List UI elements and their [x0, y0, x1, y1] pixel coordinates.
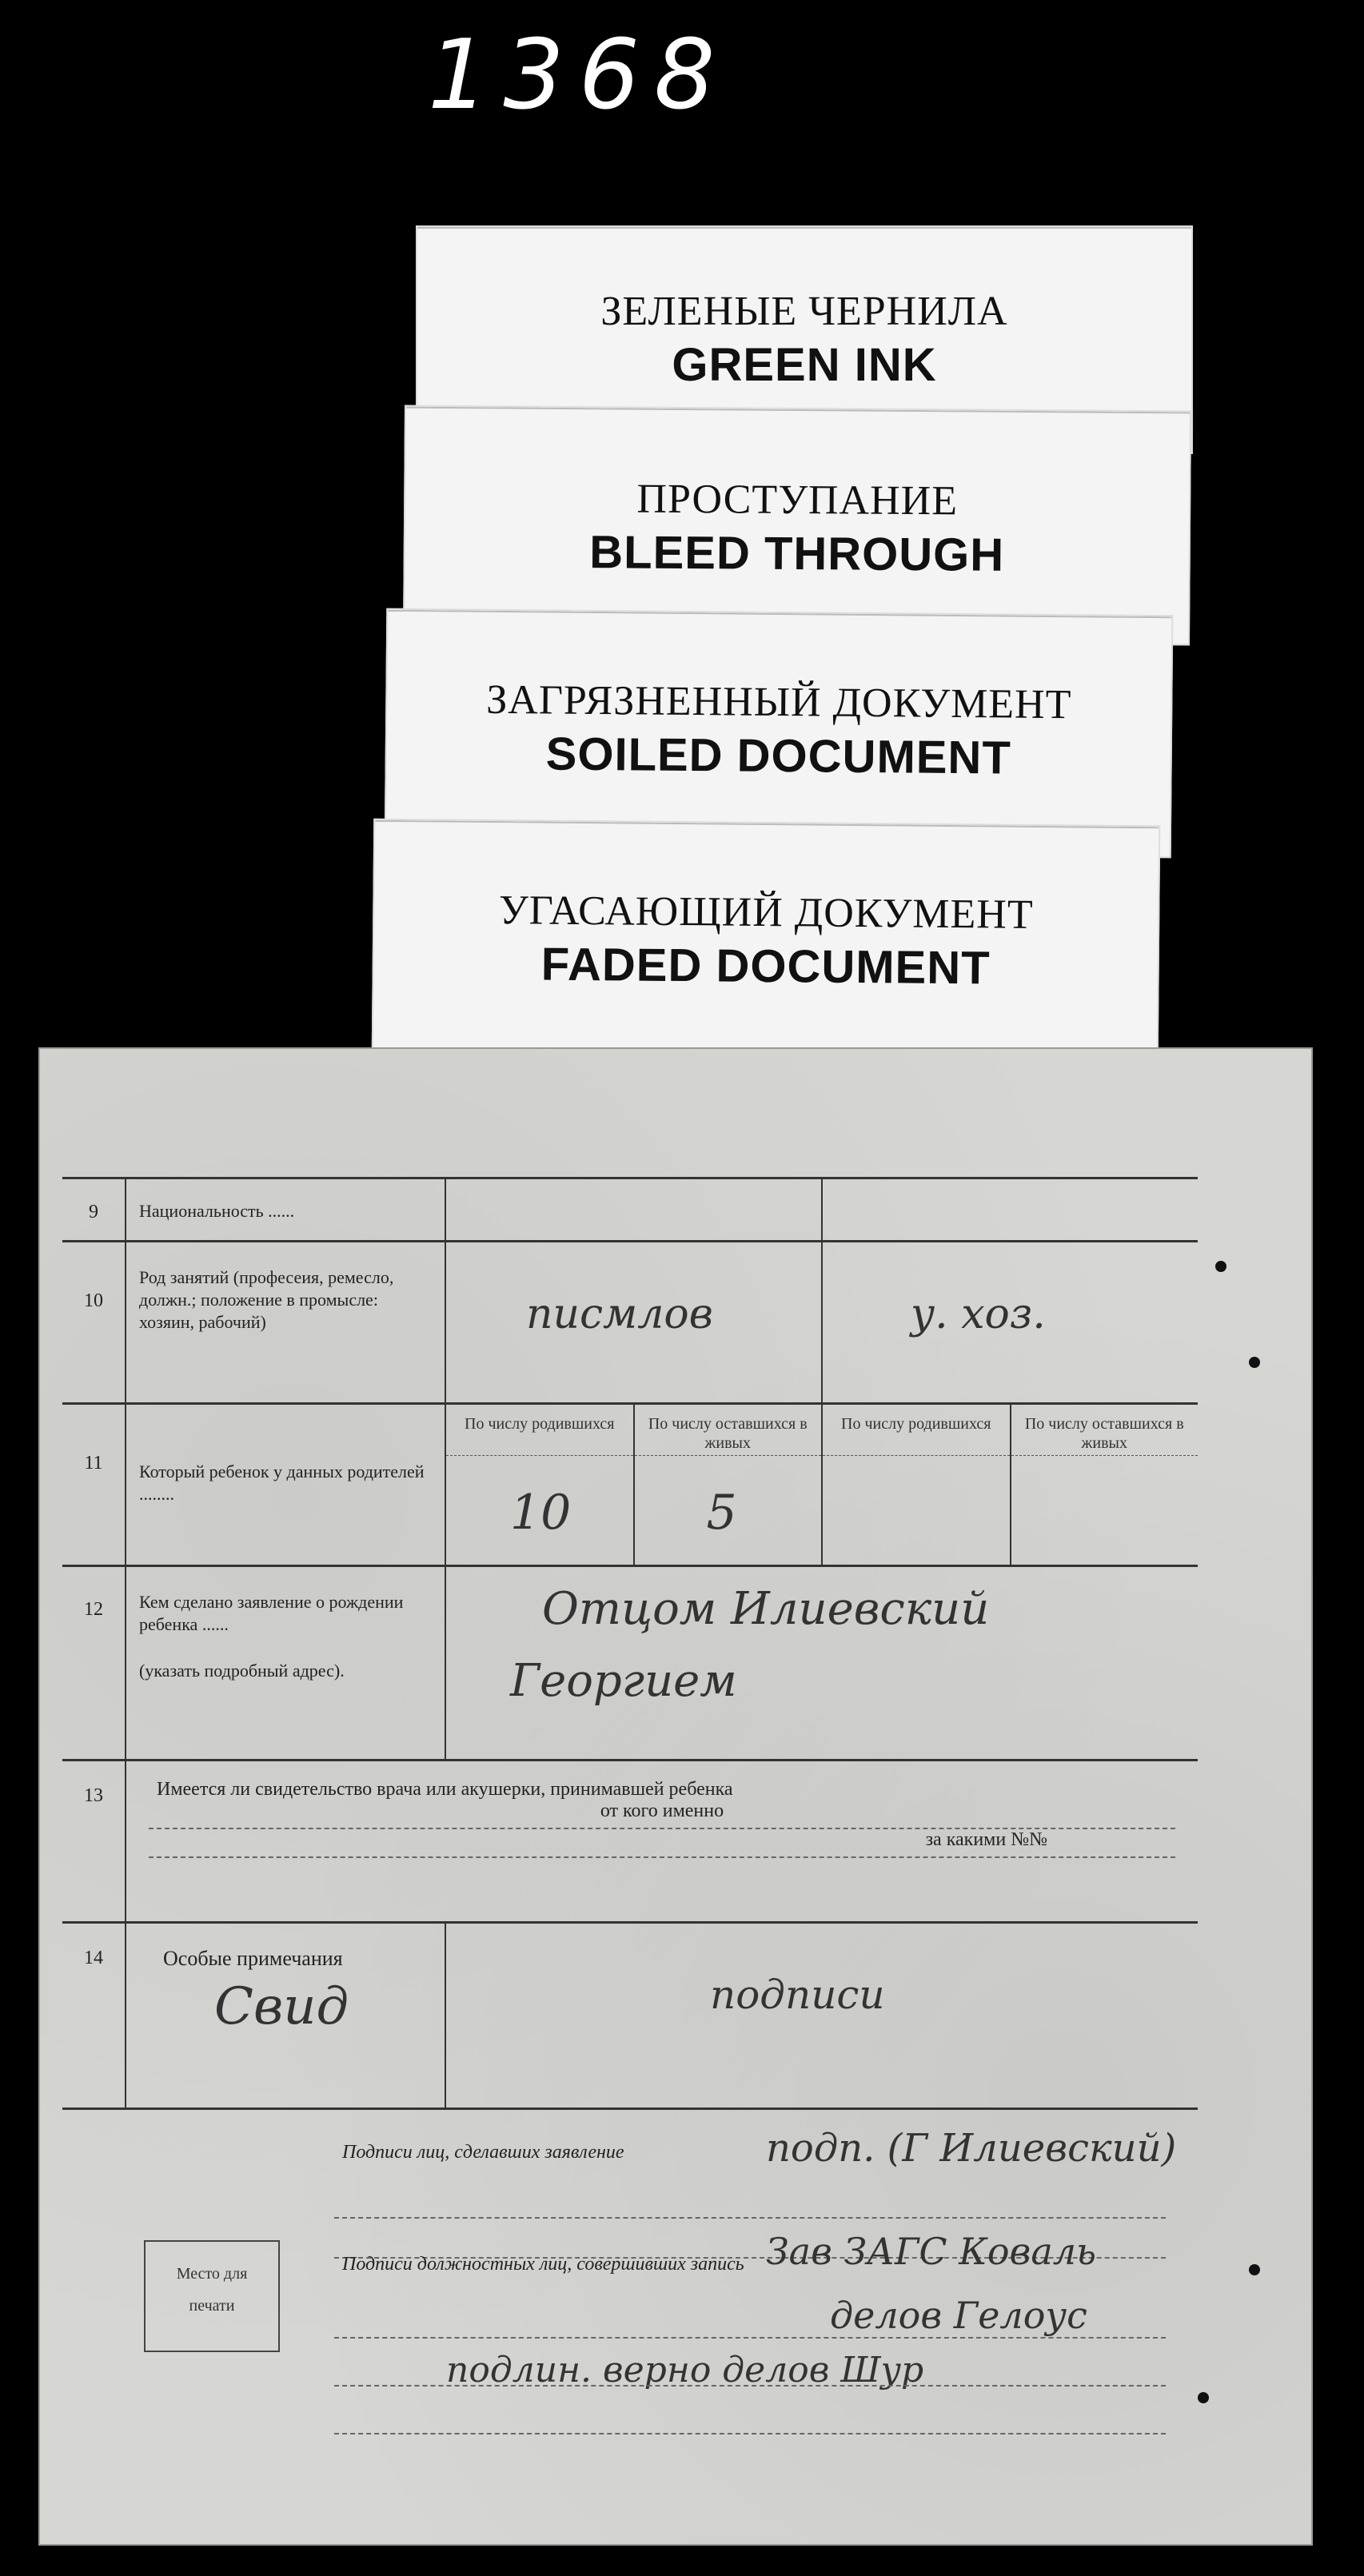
- row-label: Национальность ......: [126, 1179, 446, 1240]
- count-cell: [635, 1405, 824, 1565]
- punch-hole: [1215, 1261, 1226, 1272]
- punch-hole: [1198, 2392, 1209, 2403]
- count-cell: [823, 1405, 1011, 1565]
- row-label: Который ребенок у данных родителей ........: [126, 1405, 446, 1565]
- column-head: По числу оставшихся в живых: [1011, 1405, 1198, 1456]
- handwritten-declarant-firstname: Георгием: [510, 1655, 737, 1707]
- row-number: 10: [62, 1242, 126, 1402]
- stamp-label-line1: Место для: [176, 2265, 248, 2283]
- handwritten-living-count: 5: [706, 1485, 737, 1541]
- label-en: GREEN INK: [672, 339, 937, 391]
- row-declarant: [62, 1565, 1198, 1759]
- row-number: 12: [62, 1567, 126, 1759]
- address-label: (указать подробный адрес).: [139, 1661, 345, 1681]
- count-cell: [1011, 1405, 1198, 1565]
- handwritten-note: Свид: [214, 1977, 349, 2036]
- column-head: По числу родившихся: [823, 1405, 1010, 1456]
- column-head: По числу родившихся: [446, 1405, 633, 1456]
- row-nationality: [62, 1177, 1198, 1240]
- certificate-line: Имеется ли свидетельство врача или акушерки, принимавшей ребенка: [157, 1779, 733, 1800]
- column-head: По числу оставшихся в живых: [635, 1405, 822, 1456]
- row-label: Род занятий (професеия, ремесло, должн.; положение в промысле: хозяин, рабочий): [126, 1242, 446, 1402]
- handwritten-occupation-mother: у. хоз.: [911, 1290, 1046, 1338]
- stamp-label-line2: печати: [189, 2297, 235, 2315]
- handwritten-occupation-father: писмлов: [526, 1290, 713, 1338]
- number-label: за какими №№: [925, 1829, 1047, 1850]
- row-notes: [62, 1921, 1198, 2110]
- certificate-number-line: [149, 1829, 1175, 1858]
- value-cell: [446, 1242, 823, 1402]
- label-ru: ЗЕЛЕНЫЕ ЧЕРНИЛА: [600, 289, 1008, 334]
- label-ru: ПРОСТУПАНИЕ: [636, 476, 959, 524]
- row-certificate: [62, 1759, 1198, 1921]
- value-cell: [823, 1179, 1198, 1240]
- handwritten-signatures-note: подписи: [710, 1972, 885, 2018]
- label-ru: УГАСАЮЩИЙ ДОКУМЕНТ: [498, 887, 1034, 938]
- signature-line: [334, 2310, 1166, 2339]
- official-signature-2: делов Гелоус: [830, 2294, 1087, 2337]
- signature-line: [334, 2190, 1166, 2219]
- count-cell: [446, 1405, 635, 1565]
- declarant-signature: подп. (Г Илиевский): [766, 2126, 1177, 2171]
- value-cell: [446, 1924, 1198, 2107]
- row-label: [126, 1924, 446, 2107]
- row-child-order: [62, 1402, 1198, 1565]
- label-ru: ЗАГРЯЗНЕННЫЙ ДОКУМЕНТ: [486, 676, 1072, 728]
- signature-line: [334, 2358, 1166, 2387]
- label-en: SOILED DOCUMENT: [545, 728, 1012, 784]
- official-signature-3: подлин. верно делов Шур: [446, 2350, 924, 2391]
- row-number: 9: [62, 1179, 126, 1240]
- frame-number: 1368: [428, 20, 730, 131]
- punch-hole: [1249, 1357, 1260, 1368]
- signature-line: [334, 2406, 1166, 2434]
- handwritten-declarant-name: Отцом Илиевский: [542, 1583, 990, 1635]
- row-number: 13: [62, 1761, 126, 1921]
- certificate-question: [126, 1761, 1198, 1921]
- declarant-signature-label: Подписи лиц, сделавших заявление: [342, 2142, 624, 2163]
- from-whom-label: от кого именно: [600, 1800, 724, 1821]
- stamp-place-box: [144, 2240, 280, 2352]
- certificate-from-line: [149, 1800, 1175, 1829]
- official-signature-1: Зав ЗАГС Коваль: [766, 2230, 1097, 2273]
- row-occupation: [62, 1240, 1198, 1402]
- value-cell: [446, 1179, 823, 1240]
- punch-hole: [1249, 2264, 1260, 2275]
- value-cell: [446, 1567, 1198, 1759]
- label-en: BLEED THROUGH: [589, 526, 1005, 581]
- value-cell: [823, 1242, 1198, 1402]
- row-number: 11: [62, 1405, 126, 1565]
- row-number: 14: [62, 1924, 126, 2107]
- faded-document-label: [372, 819, 1161, 1063]
- handwritten-born-count: 10: [510, 1485, 572, 1541]
- row-label: [126, 1567, 446, 1759]
- label-en: FADED DOCUMENT: [540, 938, 991, 995]
- officials-signature-label: Подписи должностных лиц, совершивших запись: [342, 2254, 744, 2275]
- record-sheet: [38, 1047, 1313, 2546]
- notes-label: Особые примечания: [163, 1947, 343, 1970]
- declarant-label: Кем сделано заявление о рождении ребенка ......: [139, 1592, 404, 1634]
